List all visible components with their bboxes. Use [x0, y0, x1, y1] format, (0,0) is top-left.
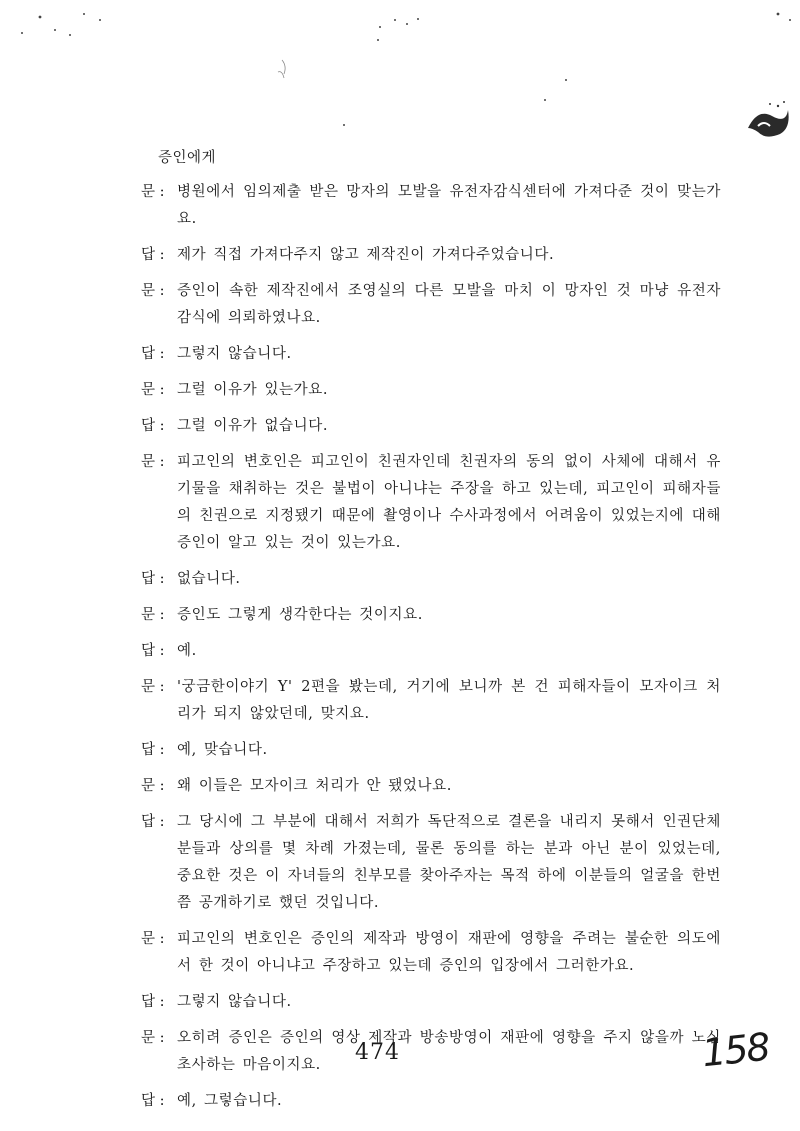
qa-transcript: [141, 179, 721, 1124]
question-item: [141, 449, 721, 557]
question-item: [141, 602, 721, 629]
speaker-label: 문 :: [141, 454, 165, 470]
answer-item: [141, 737, 721, 764]
utterance-text: 그럴 이유가 있는가요.: [177, 382, 329, 398]
utterance-text: 그렇지 않습니다.: [177, 994, 292, 1010]
binding-hole-mark: [740, 96, 795, 146]
speaker-label: 문 :: [141, 184, 165, 200]
speaker-label: 문 :: [141, 382, 165, 398]
utterance-text: 없습니다.: [177, 571, 241, 587]
speaker-label: 문 :: [141, 283, 165, 299]
handwritten-page-number: 158: [699, 1024, 771, 1076]
utterance-text: 그럴 이유가 없습니다.: [177, 418, 329, 434]
answer-item: [141, 989, 721, 1016]
question-item: [141, 773, 721, 800]
question-item: [141, 926, 721, 980]
answer-item: [141, 413, 721, 440]
utterance-text: 왜 이들은 모자이크 처리가 안 됐었나요.: [177, 778, 452, 794]
utterance-text: 제가 직접 가져다주지 않고 제작진이 가져다주었습니다.: [177, 247, 555, 263]
speaker-label: 답 :: [141, 1093, 165, 1109]
utterance-text: 예.: [177, 643, 197, 659]
page-number: 474: [355, 1040, 400, 1065]
utterance-text: 증인도 그렇게 생각한다는 것이지요.: [177, 607, 423, 623]
answer-item: [141, 1088, 721, 1115]
scan-specks: [0, 0, 800, 200]
speaker-label: 답 :: [141, 742, 165, 758]
answer-item: [141, 809, 721, 917]
utterance-text: 오히려 증인은 증인의 영상 제작과 방송방영이 재판에 영향을 주지 않을까 노심초사하는 마음이지요.: [177, 1030, 721, 1073]
speaker-label: 문 :: [141, 1030, 165, 1046]
utterance-text: 증인이 속한 제작진에서 조영실의 다른 모발을 마치 이 망자인 것 마냥 유전자 감식에 의뢰하였나요.: [177, 283, 721, 326]
utterance-text: 피고인의 변호인은 피고인이 친권자인데 친권자의 동의 없이 사체에 대해서 유기물을 채취하는 것은 불법이 아니냐는 주장을 하고 있는데, 피고인이 피해자들의 친권으로 지정됐기 때문에 촬영이나 수사과정에서 어려움이 있었는지에 대해 증인이 알고 있는 것이 있는가요.: [177, 454, 721, 551]
speaker-label: 문 :: [141, 778, 165, 794]
question-item: [141, 278, 721, 332]
question-item: [141, 179, 721, 233]
speaker-label: 문 :: [141, 679, 165, 695]
speaker-label: 답 :: [141, 418, 165, 434]
utterance-text: '궁금한이야기 Y' 2편을 봤는데, 거기에 보니까 본 건 피해자들이 모자이크 처리가 되지 않았던데, 맞지요.: [177, 679, 721, 722]
utterance-text: 예, 그렇습니다.: [177, 1093, 283, 1109]
question-item: [141, 377, 721, 404]
speaker-label: 답 :: [141, 814, 165, 830]
question-item: [141, 674, 721, 728]
speaker-label: 문 :: [141, 607, 165, 623]
answer-item: [141, 566, 721, 593]
speaker-label: 답 :: [141, 571, 165, 587]
speaker-label: 답 :: [141, 346, 165, 362]
utterance-text: 피고인의 변호인은 증인의 제작과 방영이 재판에 영향을 주려는 불순한 의도에서 한 것이 아니냐고 주장하고 있는데 증인의 입장에서 그러한가요.: [177, 931, 721, 974]
utterance-text: 그렇지 않습니다.: [177, 346, 292, 362]
utterance-text: 그 당시에 그 부분에 대해서 저희가 독단적으로 결론을 내리지 못해서 인권단체 분들과 상의를 몇 차례 가졌는데, 물론 동의를 하는 분과 아닌 분이 있었는데, 중요한 것은 이 자녀들의 친부모를 찾아주자는 목적 하에 이분들의 얼굴을 한번쯤 공개하기로 했던 것입니다.: [177, 814, 721, 911]
speaker-label: 문 :: [141, 931, 165, 947]
utterance-text: 예, 맞습니다.: [177, 742, 268, 758]
intro-label: 증인에게: [158, 150, 217, 166]
answer-item: [141, 341, 721, 368]
answer-item: [141, 638, 721, 665]
speaker-label: 답 :: [141, 643, 165, 659]
answer-item: [141, 242, 721, 269]
utterance-text: 병원에서 임의제출 받은 망자의 모발을 유전자감식센터에 가져다준 것이 맞는가요.: [177, 184, 721, 227]
question-item: [141, 1025, 721, 1079]
speaker-label: 답 :: [141, 247, 165, 263]
speaker-label: 답 :: [141, 994, 165, 1010]
